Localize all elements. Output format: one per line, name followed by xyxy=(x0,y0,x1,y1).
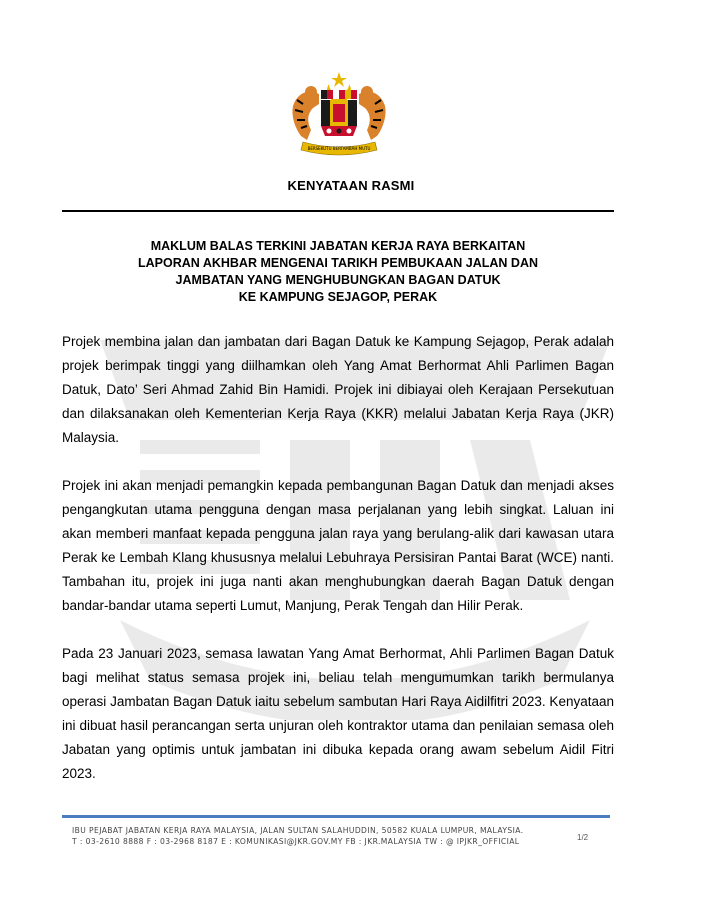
letterhead-footer xyxy=(72,825,572,847)
title-line: LAPORAN AKHBAR MENGENAI TARIKH PEMBUKAAN JALAN DAN xyxy=(138,256,538,270)
body-paragraph: Projek membina jalan dan jambatan dari Bagan Datuk ke Kampung Sejagop, Perak adalah projek berimpak tinggi yang diilhamkan oleh Yang Amat Berhormat Ahli Parlimen Bagan Datuk, Dato’ Seri Ahmad Zahid Bin Hamidi. Projek ini dibiayai oleh Kerajaan Persekutuan dan dilaksanakan oleh Kementerian Kerja Raya (KKR) melalui Jabatan Kerja Raya (JKR) Malaysia. xyxy=(62,334,614,445)
body-paragraph: Projek ini akan menjadi pemangkin kepada pembangunan Bagan Datuk dan menjadi akses pengangkutan utama pengguna dengan masa perjalanan yang lebih singkat. Laluan ini akan memberi manfaat kepada pengguna jalan raya yang berulang-alik dari kawasan utara Perak ke Lembah Klang khususnya melalui Lebuhraya Persisiran Pantai Barat (WCE) nanti. Tambahan itu, projek ini juga nanti akan menghubungkan daerah Bagan Datuk dengan bandar-bandar utama seperti Lumut, Manjung, Perak Tengah dan Hilir Perak. xyxy=(62,478,614,613)
title-line: JAMBATAN YANG MENGHUBUNGKAN BAGAN DATUK xyxy=(175,273,501,287)
footer-address: IBU PEJABAT JABATAN KERJA RAYA MALAYSIA, JALAN SULTAN SALAHUDDIN, 50582 KUALA LUMPUR, MALAYSIA. xyxy=(72,826,524,835)
statement-body xyxy=(62,330,614,786)
page-number: 1/2 xyxy=(577,833,589,842)
title-line: MAKLUM BALAS TERKINI JABATAN KERJA RAYA BERKAITAN xyxy=(150,239,526,253)
footer-contacts: T : 03-2610 8888 F : 03-2968 8187 E : KOMUNIKASI@JKR.GOV.MY FB : JKR.MALAYSIA TW : @ IPJKR_OFFICIAL xyxy=(72,837,520,846)
header-divider xyxy=(62,210,614,212)
emblem-motto: BERSEKUTU BERTAMBAH MUTU xyxy=(307,146,371,151)
body-paragraph: Pada 23 Januari 2023, semasa lawatan Yang Amat Berhormat, Ahli Parlimen Bagan Datuk bagi melihat status semasa projek ini, beliau telah mengumumkan tarikh bermulanya operasi Jambatan Bagan Datuk iaitu sebelum sambutan Hari Raya Aidilfitri 2023. Kenyataan ini dibuat hasil perancangan serta unjuran oleh kontraktor utama dan penilaian semasa oleh Jabatan yang optimis untuk jambatan ini dibuka kepada orang awam sebelum Aidil Fitri 2023. xyxy=(62,646,614,781)
press-release-title xyxy=(62,238,614,306)
malaysia-coat-of-arms-icon xyxy=(283,70,395,158)
title-line: KE KAMPUNG SEJAGOP, PERAK xyxy=(238,290,438,304)
document-type-heading: KENYATAAN RASMI xyxy=(287,178,415,193)
footer-divider xyxy=(62,815,610,818)
